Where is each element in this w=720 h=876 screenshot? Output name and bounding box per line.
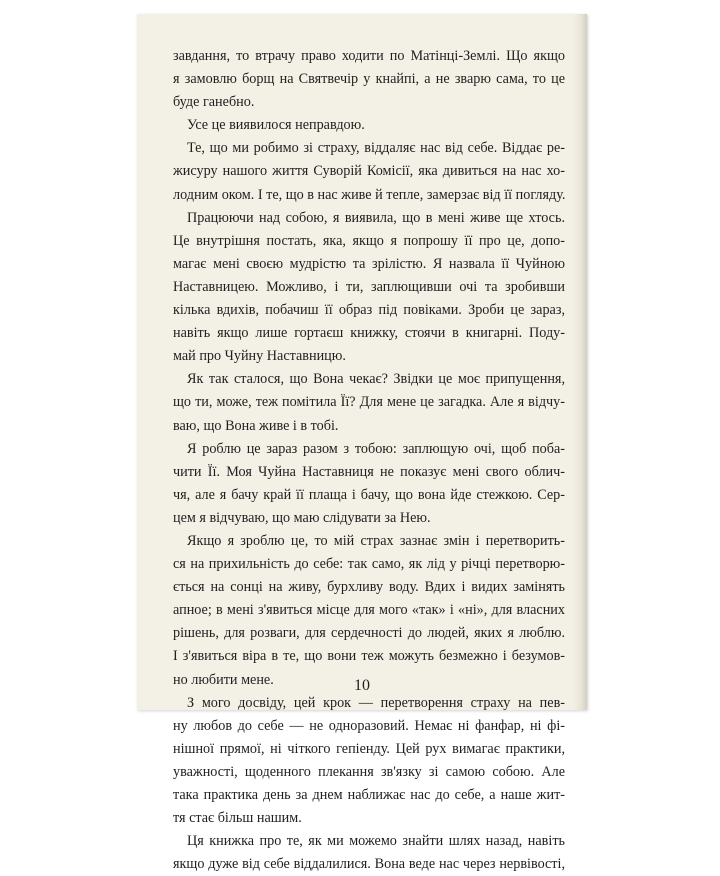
text-line: жисуру нашого життя Суворій Комісії, яка дивиться на нас хо- (173, 163, 565, 180)
text-line: завдання, то втрачу право ходити по Матінці-Землі. Що якщо (173, 48, 565, 64)
text-line: що ти, може, теж помітила Її? Для мене це загадка. Але я відчу- (173, 394, 565, 411)
page-number: 10 (354, 677, 370, 694)
text-line: така практика день за днем наближає нас до себе, а наше жит- (173, 787, 565, 803)
text-line: Усе це виявилося неправдою. (187, 117, 365, 134)
text-line: буде ганебно. (173, 94, 255, 111)
text-line: Як так сталося, що Вона чекає? Звідки це моє припущення, (187, 371, 565, 388)
text-line: нішної прямої, ні чіткого гепіенду. Цей рух вимагає практики, (173, 740, 565, 757)
text-line: З мого досвіду, цей крок — перетворення страху на пев- (187, 694, 565, 711)
text-line: магає мені своєю мудрістю та зрілістю. Я назвала її Чуйною (173, 255, 565, 272)
body-text (173, 45, 565, 876)
page-edge-shadow (573, 14, 587, 710)
text-line: ється на сонці на живу, бурхливу воду. Вдих і видих замінять (173, 579, 565, 596)
text-line: Ця книжка про те, як ми можемо знайти шлях назад, навіть (187, 833, 565, 850)
text-line: рішень, для розваги, для сердечності до людей, яких я люблю. (173, 625, 565, 642)
text-line: Працюючи над собою, я виявила, що в мені живе ще хтось. (187, 209, 565, 226)
text-line: І з'явиться віра в те, що вони теж можуть безмежно і безумов- (173, 648, 565, 665)
text-line: Те, що ми робимо зі страху, віддаляє нас від себе. Віддає ре- (187, 140, 565, 157)
text-line: уважності, щоденного плекання зв'язку зі самою собою. Але (173, 763, 565, 780)
text-line: цем я відчуваю, що маю слідувати за Нею. (173, 509, 431, 526)
text-line: ну любов до себе — не одноразовий. Немає ні фанфар, ні фі- (173, 717, 565, 734)
text-line: апное; в мені з'явиться місце для мого «так» і «ні», для власних (173, 602, 565, 619)
text-line: я замовлю борщ на Святвечір у кнайпі, а не зварю сама, то це (173, 71, 565, 88)
text-line: навіть якщо лише гортаєш книжку, стоячи в книгарні. Поду- (173, 325, 565, 342)
text-line: ся на прихильність до себе: так само, як лід у річці перетворю- (173, 556, 565, 573)
book-page (137, 14, 587, 873)
text-line: якщо дуже від себе віддалилися. Вона веде нас через нервівості, (173, 856, 565, 873)
text-line: Я роблю це зараз разом з тобою: заплющую очі, щоб поба- (187, 440, 565, 457)
text-line: Наставницею. Можливо, і ти, заплющивши очі та зробивши (173, 278, 565, 295)
text-line: лодним оком. І те, що в нас живе й тепле, замерзає від її погляду. (173, 186, 566, 203)
text-line: Якщо я зроблю це, то мій страх зазнає змін і перетворить- (187, 532, 565, 549)
text-line: Це внутрішня постать, яка, якщо я попрошу її про це, допо- (173, 232, 565, 249)
text-line: ваю, що Вона живе і в тобі. (173, 417, 339, 434)
text-line: май про Чуйну Наставницю. (173, 348, 346, 365)
text-line: кілька вдихів, побачиш її образ під повіками. Зроби це зараз, (173, 302, 565, 319)
text-line: тя стає більш нашим. (173, 810, 302, 827)
text-line: но любити мене. (173, 671, 274, 688)
text-line: чити Її. Моя Чуйна Наставниця не показує мені свого облич- (173, 463, 565, 480)
text-line: чя, але я бачу край її плаща і бачу, що вона йде стежкою. Сер- (173, 486, 565, 503)
